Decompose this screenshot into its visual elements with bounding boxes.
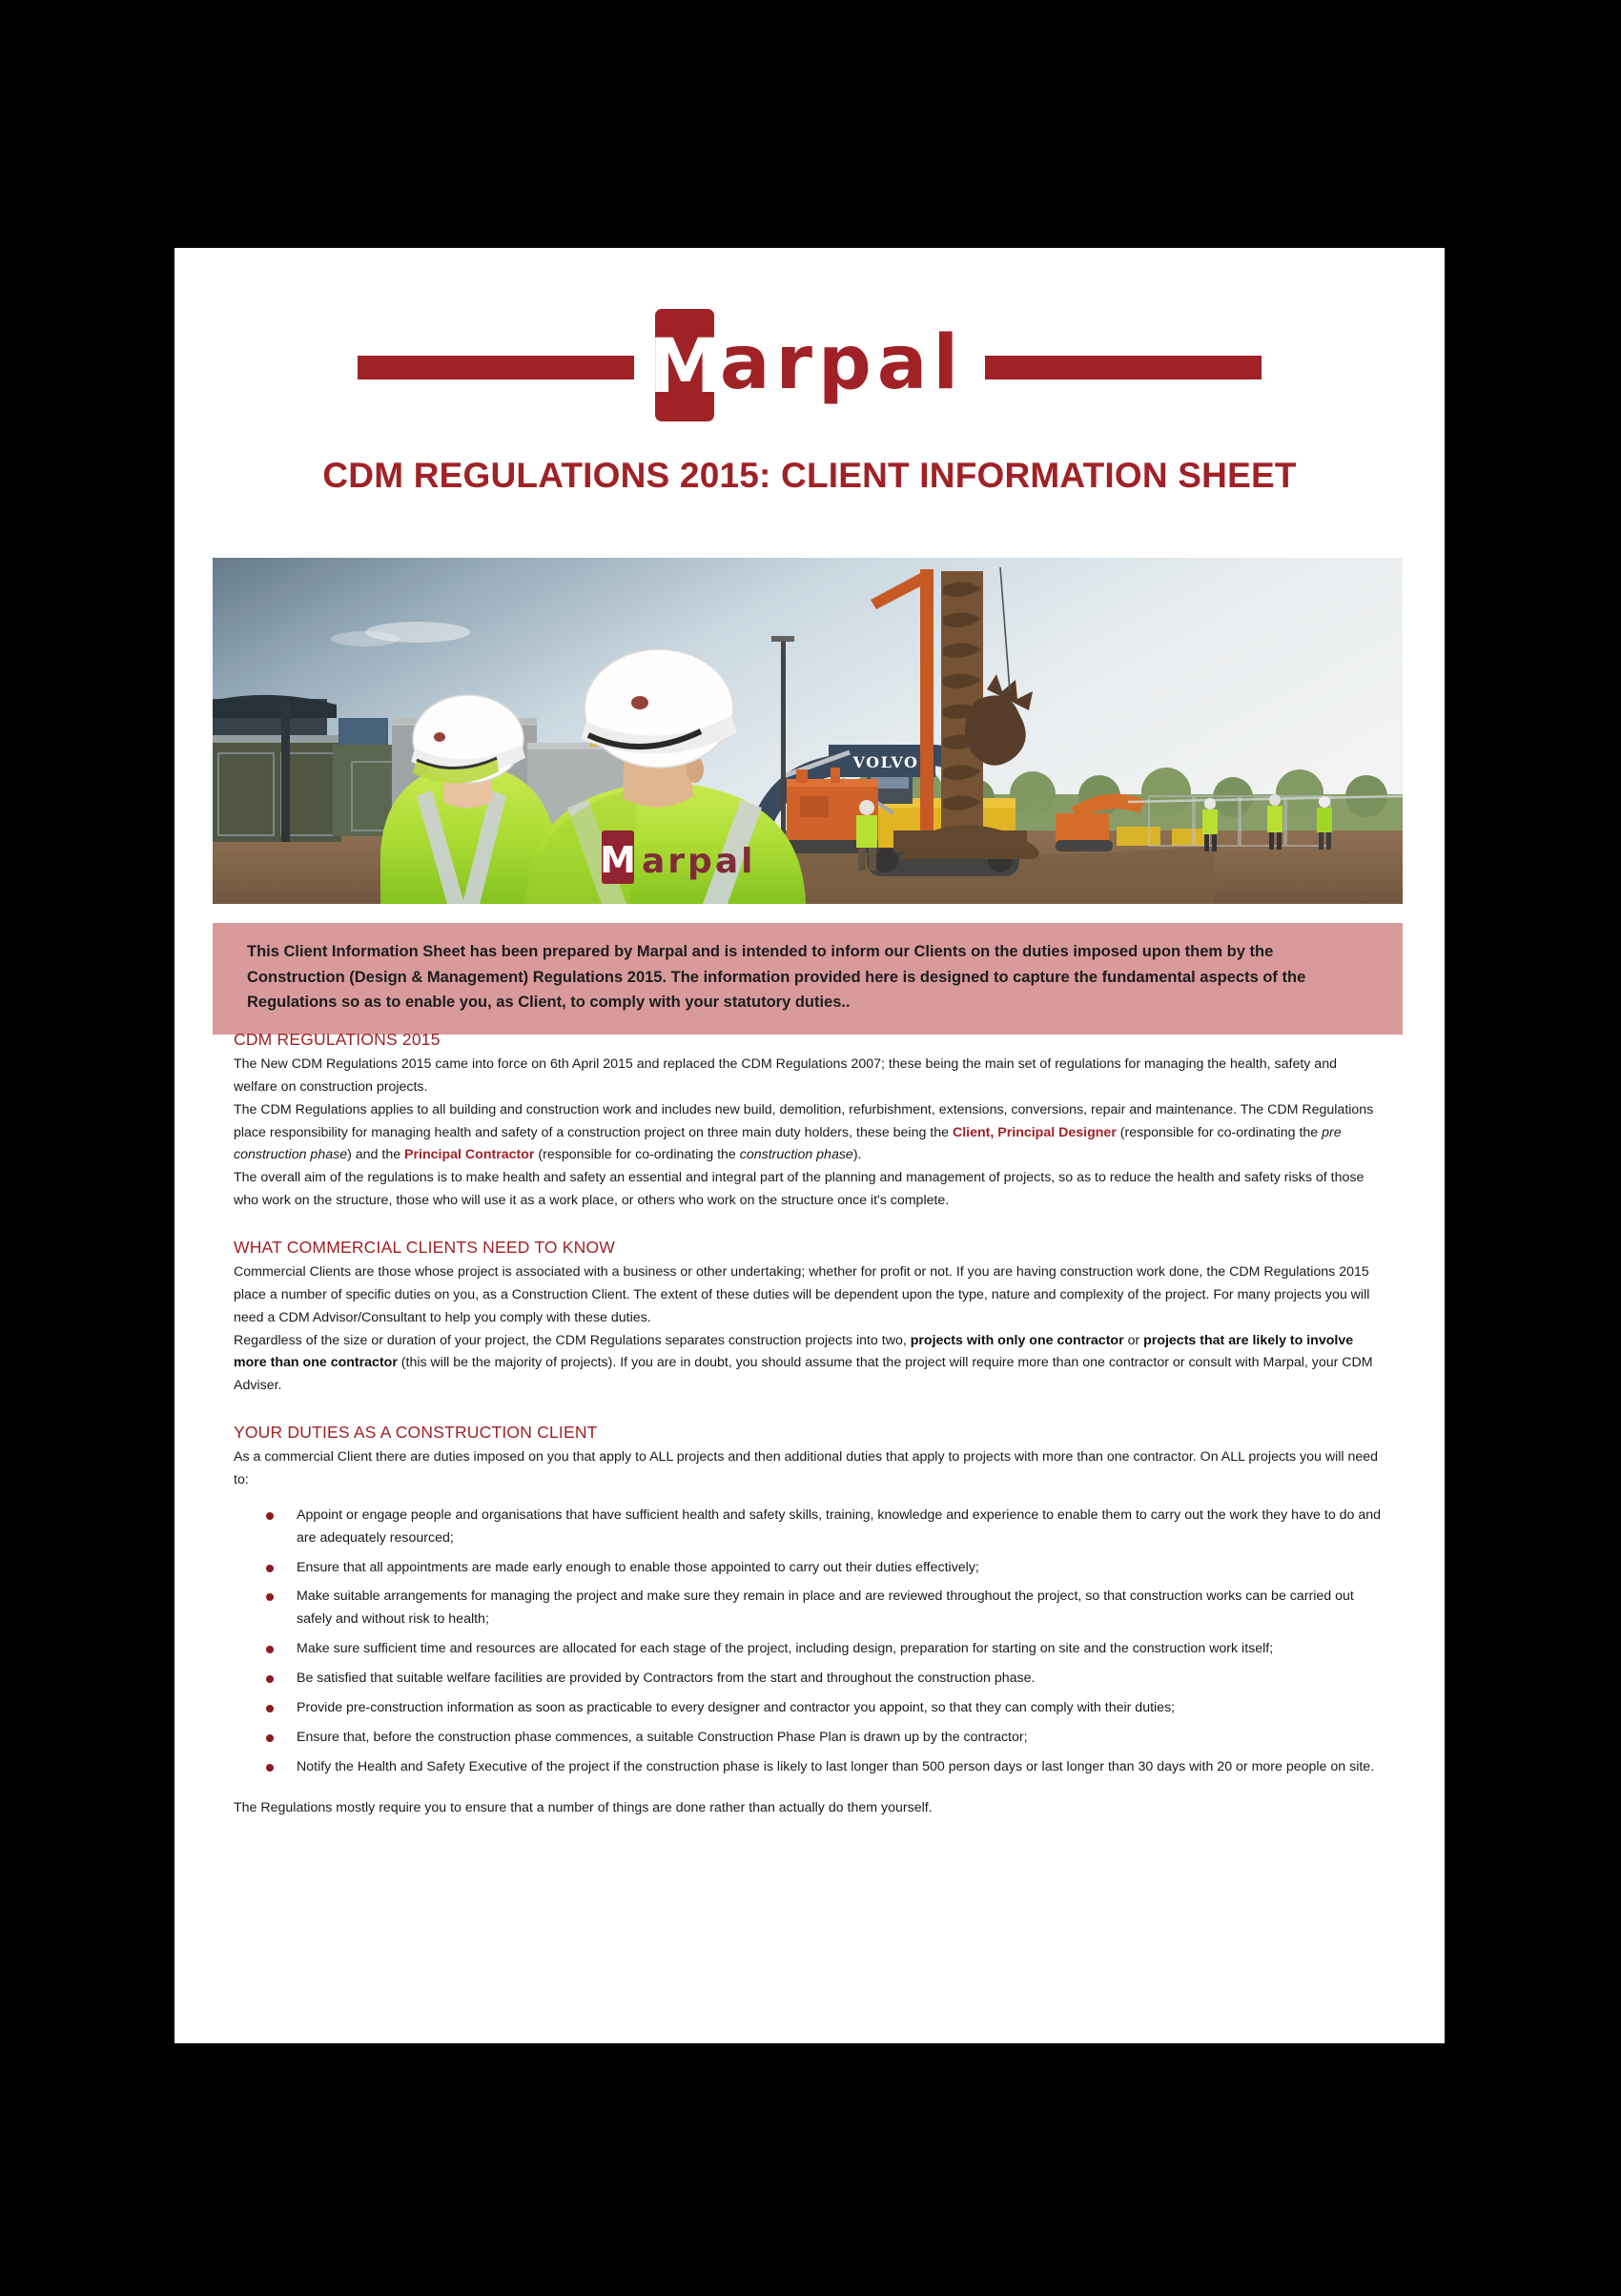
list-item: Notify the Health and Safety Executive of the project if the construction phase is likely to last longer than 500 person days or last longer than 30 days with 20 or more people on site.: [264, 1756, 1383, 1779]
header-rule-right: [985, 356, 1262, 379]
marpal-logo: [648, 305, 965, 429]
list-item: Make suitable arrangements for managing the project and make sure they remain in place and are reviewed throughout the project, so that construction works can be carried out safely and without risk to health;: [264, 1586, 1383, 1631]
closing-statement: The Regulations mostly require you to ensure that a number of things are done rather than actually do them yourself.: [234, 1800, 933, 1816]
list-item: Ensure that all appointments are made early enough to enable those appointed to carry out their duties effectively;: [264, 1557, 1383, 1580]
site-photograph: [213, 558, 1403, 904]
section-heading-commercial-clients: WHAT COMMERCIAL CLIENTS NEED TO KNOW: [234, 1238, 616, 1258]
jacket-logo-text: arpal: [642, 842, 756, 881]
list-item: Appoint or engage people and organisations that have sufficient health and safety skills, training, knowledge and experience to enable them to carry out the work they have to do and are adequately resourced;: [264, 1505, 1383, 1550]
section-heading-your-duties: YOUR DUTIES AS A CONSTRUCTION CLIENT: [234, 1423, 598, 1443]
list-item: Make sure sufficient time and resources are allocated for each stage of the project, including design, preparation for starting on site and the construction work itself;: [264, 1638, 1383, 1661]
document-page: [174, 248, 1445, 2043]
paragraph-project-split: Regardless of the size or duration of your project, the CDM Regulations separates construction projects into two, projects with only one contractor or projects that are likely to involve more than one contractor (this will be the majority of projects). If you are in doubt, you should assume that the project will require more than one contractor or consult with Marpal, your CDM Adviser.: [234, 1332, 1373, 1394]
list-item: Be satisfied that suitable welfare facilities are provided by Contractors from the start and throughout the construction phase.: [264, 1668, 1383, 1691]
intro-callout: [213, 923, 1403, 1035]
logo-letter: M: [648, 324, 721, 410]
paragraph-cdm-intro: The New CDM Regulations 2015 came into force on 6th April 2015 and replaced the CDM Regulations 2007; these being the main set of regulations for managing the health, safety and welfare on construction projects.: [234, 1056, 1337, 1095]
paragraph-duties-intro: As a commercial Client there are duties imposed on you that apply to ALL projects and then additional duties that apply to projects with more than one contractor. On ALL projects you will need to:: [234, 1449, 1379, 1488]
page-title: CDM REGULATIONS 2015: CLIENT INFORMATION SHEET: [322, 456, 1297, 495]
term-pre-construction-phase: pre construction phase: [234, 1124, 1342, 1163]
list-item: Provide pre-construction information as soon as practicable to every designer and contractor you appoint, so that they can comply with their duties;: [264, 1697, 1383, 1720]
document-body: [234, 1030, 1383, 1820]
volvo-brand-text: VOLVO: [852, 753, 919, 771]
list-item: Ensure that, before the construction phase commences, a suitable Construction Phase Plan is drawn up by the contractor;: [264, 1727, 1383, 1750]
logo-wordmark-text: arpal: [719, 320, 965, 406]
photo-illustration: [213, 558, 1403, 904]
section-heading-cdm-regulations: CDM REGULATIONS 2015: [234, 1030, 441, 1049]
duties-list: [234, 1505, 1383, 1779]
paragraph-cdm-overall-aim: The overall aim of the regulations is to make health and safety an essential and integral part of the planning and management of projects, so as to reduce the health and safety risks of those who work on the structure, those who will use it as a work place, or others who work on the structure once it's complete.: [234, 1170, 1365, 1209]
paragraph-cdm-duty-holders: The CDM Regulations applies to all building and construction work and includes new build, demolition, refurbishment, extensions, conversions, repair and maintenance. The CDM Regulations place responsibility for managing health and safety of a construction project on three main duty holders, these being the Client, Principal Designer (responsible for co-ordinating the pre construction phase) and the Principal Contractor (responsible for co-ordinating the construction phase).: [234, 1101, 1374, 1163]
term-client-principal-designer: Client, Principal Designer: [952, 1124, 1117, 1140]
paragraph-commercial-clients-definition: Commercial Clients are those whose project is associated with a business or other undertaking; whether for profit or not. If you are having construction work done, the CDM Regulations 2015 place a number of specific duties on you, as a Construction Client. The extent of these duties will be dependent upon the type, nature and complexity of the project. For many projects you will need a CDM Advisor/Consultant to help you comply with these duties.: [234, 1264, 1370, 1325]
jacket-logo-letter: M: [600, 839, 636, 881]
term-principal-contractor: Principal Contractor: [404, 1147, 535, 1163]
header-rule-left: [358, 356, 634, 379]
term-more-than-one-contractor: that are likely to involve more than one contractor: [234, 1332, 1354, 1371]
callout-text: This Client Information Sheet has been prepared by Marpal and is intended to inform our Clients on the duties imposed upon them by the Construction (Design & Management) Regulations 2015. The information provided here is designed to capture the fundamental aspects of the Regulations so as to enable you, as Client, to comply with your statutory duties..: [247, 943, 1306, 1012]
term-more-than-one-contractor-lead: projects: [1143, 1332, 1200, 1348]
logo-square-icon: [648, 309, 721, 421]
brand-header: [174, 305, 1445, 429]
term-construction-phase: construction phase: [739, 1147, 853, 1163]
term-one-contractor: projects with only one contractor: [910, 1332, 1124, 1348]
